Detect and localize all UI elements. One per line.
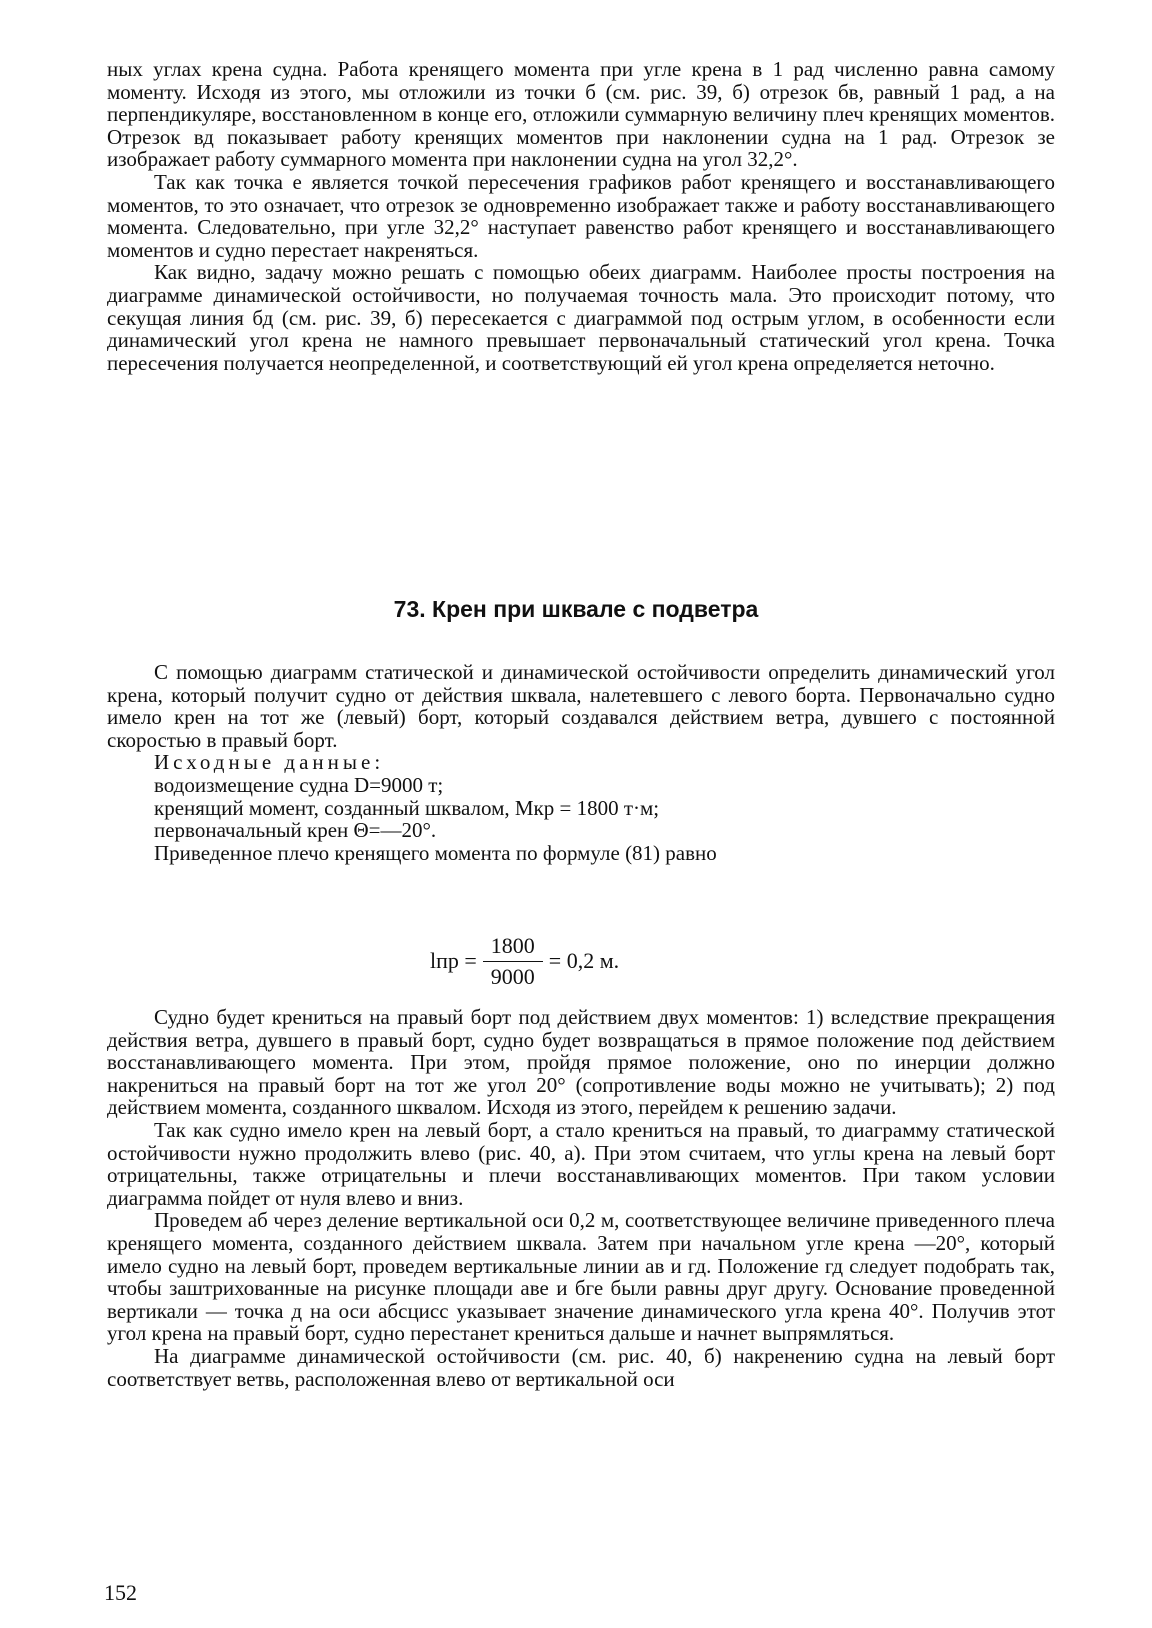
paragraph: Так как судно имело крен на левый борт, а стало крениться на правый, то диаграмму статической остойчивости нужно продолжить влево (рис. 40, а). При этом считаем, что углы крена на левый борт отрицательны, также отрицательны и плечи восстанавливающих моментов. При таком условии диаграмма пойдет от нуля влево и вниз. bbox=[107, 1117, 1055, 1210]
given-item: первоначальный крен Θ=—20°. bbox=[154, 818, 437, 843]
formula-numerator: 1800 bbox=[483, 933, 543, 962]
bottom-text-block bbox=[107, 1006, 1055, 1390]
formula-rhs: = 0,2 м. bbox=[548, 948, 620, 973]
formula-lhs: lпр = bbox=[430, 948, 477, 973]
task-statement: С помощью диаграмм статической и динамической остойчивости определить динамический угол крена, который получит судно от действия шквала, налетевшего с левого борта. Первоначально судно имело крен на тот же (левый) борт, который создавался действием ветра, дувшего с постоянной скоростью в правый борт. bbox=[107, 660, 1055, 752]
paragraph: Проведем аб через деление вертикальной оси 0,2 м, соответствующее величине приведенного плеча кренящего момента, созданного действием шквала. Затем при начальном угле крена —20°, который имело судно на левый борт, проведем вертикальные линии ав и гд. Положение гд следует подобрать так, чтобы заштрихованные на рисунке площади аве и бге были равны друг другу. Основание проведенной вертикали — точка д на оси абсцисс указывает значение динамического угла крена 40°. Получив этот угол крена на правый борт, судно перестанет крениться дальше и начнет выпрямляться. bbox=[107, 1208, 1055, 1346]
paragraph: Как видно, задачу можно решать с помощью обеих диаграмм. Наиболее просты построения на диаграмме динамической остойчивости, но получаемая точность мала. Это происходит потому, что секущая линия бд (см. рис. 39, б) пересекается с диаграммой под острым углом, в особенности если динамический угол крена не намного превышает первоначальный статический угол крена. Точка пересечения получается неопределенной, и соответствующий ей угол крена определяется неточно. bbox=[107, 260, 1055, 375]
given-title: Исходные данные: bbox=[154, 750, 385, 775]
paragraph: На диаграмме динамической остойчивости (см. рис. 40, б) накренению судна на левый борт соответствует ветвь, расположенная влево от вертикальной оси bbox=[107, 1343, 1055, 1391]
formula-fraction bbox=[483, 933, 543, 990]
task-block bbox=[107, 661, 1055, 864]
paragraph: ных углах крена судна. Работа кренящего момента при угле крена в 1 рад численно равна самому моменту. Исходя из этого, мы отложили из точки б (см. рис. 39, б) отрезок бв, равный 1 рад, а на перпендикуляре, восстановленном в конце его, отложили суммарную величину плеч кренящих моментов. Отрезок вд показывает работу кренящих моментов при наклонении судна на 1 рад. Отрезок зе изображает работу суммарного момента при наклонении судна на угол 32,2°. bbox=[107, 57, 1055, 172]
formula-denominator: 9000 bbox=[490, 963, 535, 989]
section-heading: 73. Крен при шквале с подветра bbox=[393, 596, 759, 622]
paragraph: Судно будет крениться на правый борт под действием двух моментов: 1) вследствие прекращения действия ветра, дувшего в правый борт, судно будет возвращаться в прямое положение под действием восстанавливающего момента. При этом, пройдя прямое положение, оно по инерции должно накрениться на правый борт на тот же угол 20° (сопротивление воды можно не учитывать); 2) под действием момента, созданного шквалом. Исходя из этого, перейдем к решению задачи. bbox=[107, 1005, 1055, 1120]
page-number: 152 bbox=[104, 1580, 137, 1605]
formula bbox=[430, 926, 619, 996]
given-item: кренящий момент, созданный шквалом, Мкр = 1800 т·м; bbox=[154, 795, 660, 820]
given-item: водоизмещение судна D=9000 т; bbox=[154, 772, 444, 797]
paragraph: Так как точка е является точкой пересечения графиков работ кренящего и восстанавливающего моментов, то это означает, что отрезок зе одновременно изображает также и работу восстанавливающего момента. Следовательно, при угле 32,2° наступает равенство работ кренящего и восстанавливающего моментов и судно перестает накреняться. bbox=[107, 169, 1055, 262]
top-text-block bbox=[107, 58, 1055, 374]
formula-intro: Приведенное плечо кренящего момента по формуле (81) равно bbox=[154, 840, 717, 865]
